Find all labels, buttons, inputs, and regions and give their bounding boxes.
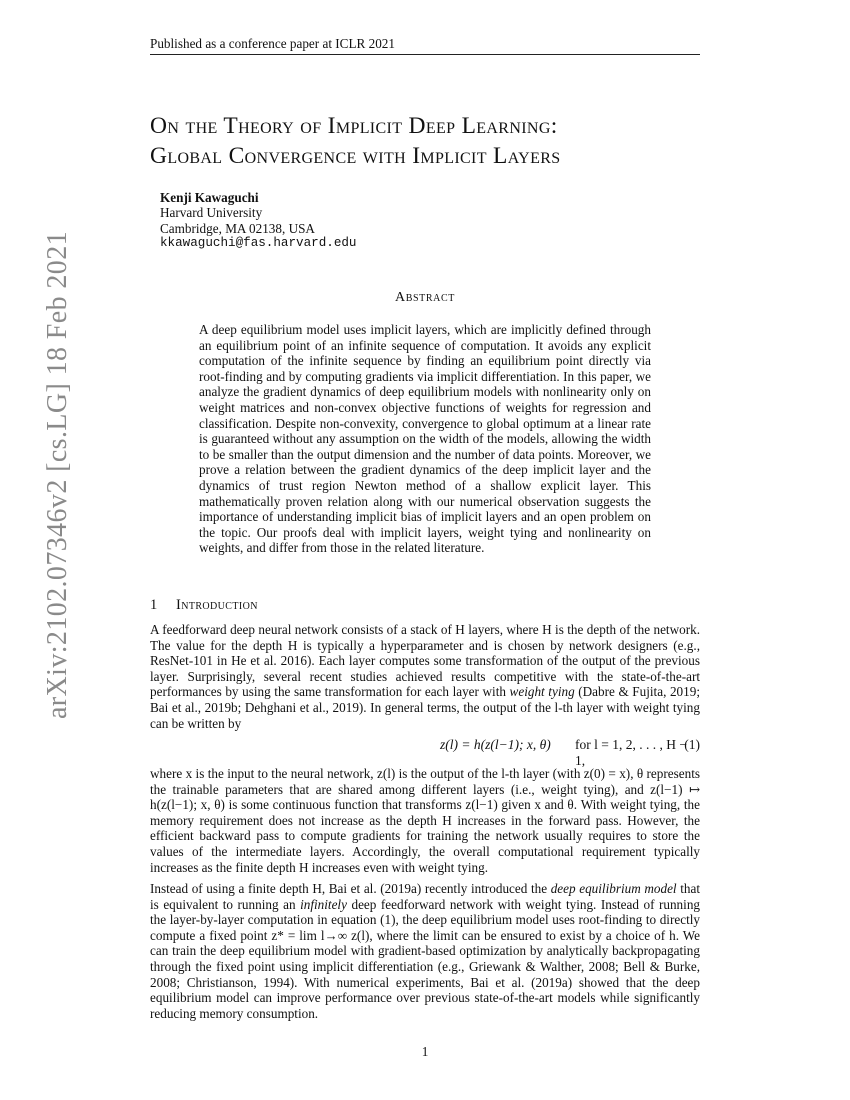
p3-text-c: deep feedforward network with weight tying. Instead of running the layer-by-layer computation in equation (1), the deep equilibrium model uses root-finding to directly compute a fixed point z* = lim l→∞ z(l), where the limit can be ensured to exist by a choice of h. We can train the deep equilibrium model with gradient-based optimization by analytically backpropagating through the fixed point using implicit differentiation (e.g., Griewank & Walther, 2008; Bell & Burke, 2008; Christianson, 1994). With numerical experiments, Bai et al. (2019a) showed that the deep equilibrium model can improve performance over previous state-of-the-art models while significantly reducing memory consumption. xyxy=(150,896,701,1021)
p3-text-b: that is equivalent to running an xyxy=(150,881,701,912)
equation-1 xyxy=(150,737,700,768)
header-rule xyxy=(150,54,700,55)
intro-paragraph-2: where x is the input to the neural network, z(l) is the output of the l-th layer (with z(0) = x), θ represents the trainable parameters that are shared among different layers (i.e., weight tying), and z(l−1) ↦ h(z(l−1); x, θ) is some continuous function that transforms z(l−1) given x and θ. With weight tying, the memory requirement does not increase as the depth H increases in the forward pass. However, the efficient backward pass to compute gradients for training the network usually requires to store the values of the intermediate layers. Accordingly, the overall computational requirement typically increases as the finite depth H increases even with weight tying. xyxy=(150,766,700,875)
p3-emphasis-2: infinitely xyxy=(300,896,347,912)
page-number: 1 xyxy=(421,1044,429,1059)
intro-paragraph-3 xyxy=(150,881,700,1021)
running-head: Published as a conference paper at ICLR 2021 xyxy=(150,36,395,51)
equation-condition: for l = 1, 2, . . . , H − 1, xyxy=(575,737,687,768)
arxiv-stamp-text: arXiv:2102.07346v2 [cs.LG] 18 Feb 2021 xyxy=(42,230,73,720)
section-title: Introduction xyxy=(176,597,258,613)
author-email: kkawaguchi@fas.harvard.edu xyxy=(160,235,357,250)
intro-paragraph-1 xyxy=(150,622,700,731)
author-affiliation: Harvard University xyxy=(160,205,263,221)
p1-text-a: A feedforward deep neural network consists of a stack of H layers, where H is the depth of the network. The value for the depth H is typically a hyperparameter and is chosen by network designers (e.g., ResNet-101 in He et al. 2016). Each layer computes some transformation of the output of the previous layer. Surprisingly, several recent studies achieved results competitive with the state-of-the-art performances by using the same transformation for each layer with xyxy=(150,622,700,700)
p3-emphasis-1: deep equilibrium model xyxy=(550,881,677,896)
equation-number: (1) xyxy=(684,737,700,752)
title-line-1: On the Theory of Implicit Deep Learning: xyxy=(150,113,558,139)
title-line-2: Global Convergence with Implicit Layers xyxy=(150,143,561,169)
section-heading xyxy=(150,597,258,614)
p1-emphasis: weight tying xyxy=(509,684,575,700)
paper-title xyxy=(150,111,710,171)
author-name: Kenji Kawaguchi xyxy=(160,190,259,205)
p1-text-b: (Dabre & Fujita, 2019; Bai et al., 2019b; Dehghani et al., 2019). In general terms, the output of the l-th layer with weight tying can be written by xyxy=(150,684,700,731)
equation-body: z(l) = h(z(l−1); x, θ) xyxy=(440,737,551,752)
author-block xyxy=(160,190,357,251)
section-number: 1 xyxy=(150,597,158,613)
p3-text-a: Instead of using a finite depth H, Bai et al. (2019a) recently introduced the xyxy=(150,881,551,896)
author-address: Cambridge, MA 02138, USA xyxy=(160,220,315,236)
abstract-heading: Abstract xyxy=(395,290,455,305)
abstract-text: A deep equilibrium model uses implicit layers, which are implicitly defined through an equilibrium point of an infinite sequence of computation. It avoids any explicit computation of the infinite sequence by finding an equilibrium point directly via root-finding and by computing gradients via implicit differentiation. In this paper, we analyze the gradient dynamics of deep equilibrium models with nonlinearity only on weight matrices and non-convex objective functions of weights for regression and classification. Despite non-convexity, convergence to global optimum at a linear rate is guaranteed without any assumption on the width of the models, allowing the width to be smaller than the output dimension and the number of data points. Moreover, we prove a relation between the gradient dynamics of the deep implicit layer and the dynamics of trust region Newton method of a shallow explicit layer. This mathematically proven relation along with our numerical observation suggests the importance of understanding implicit bias of implicit layers and an open problem on the topic. Our proofs deal with implicit layers, weight tying and nonlinearity on weights, and differ from those in the related literature. xyxy=(199,322,651,556)
